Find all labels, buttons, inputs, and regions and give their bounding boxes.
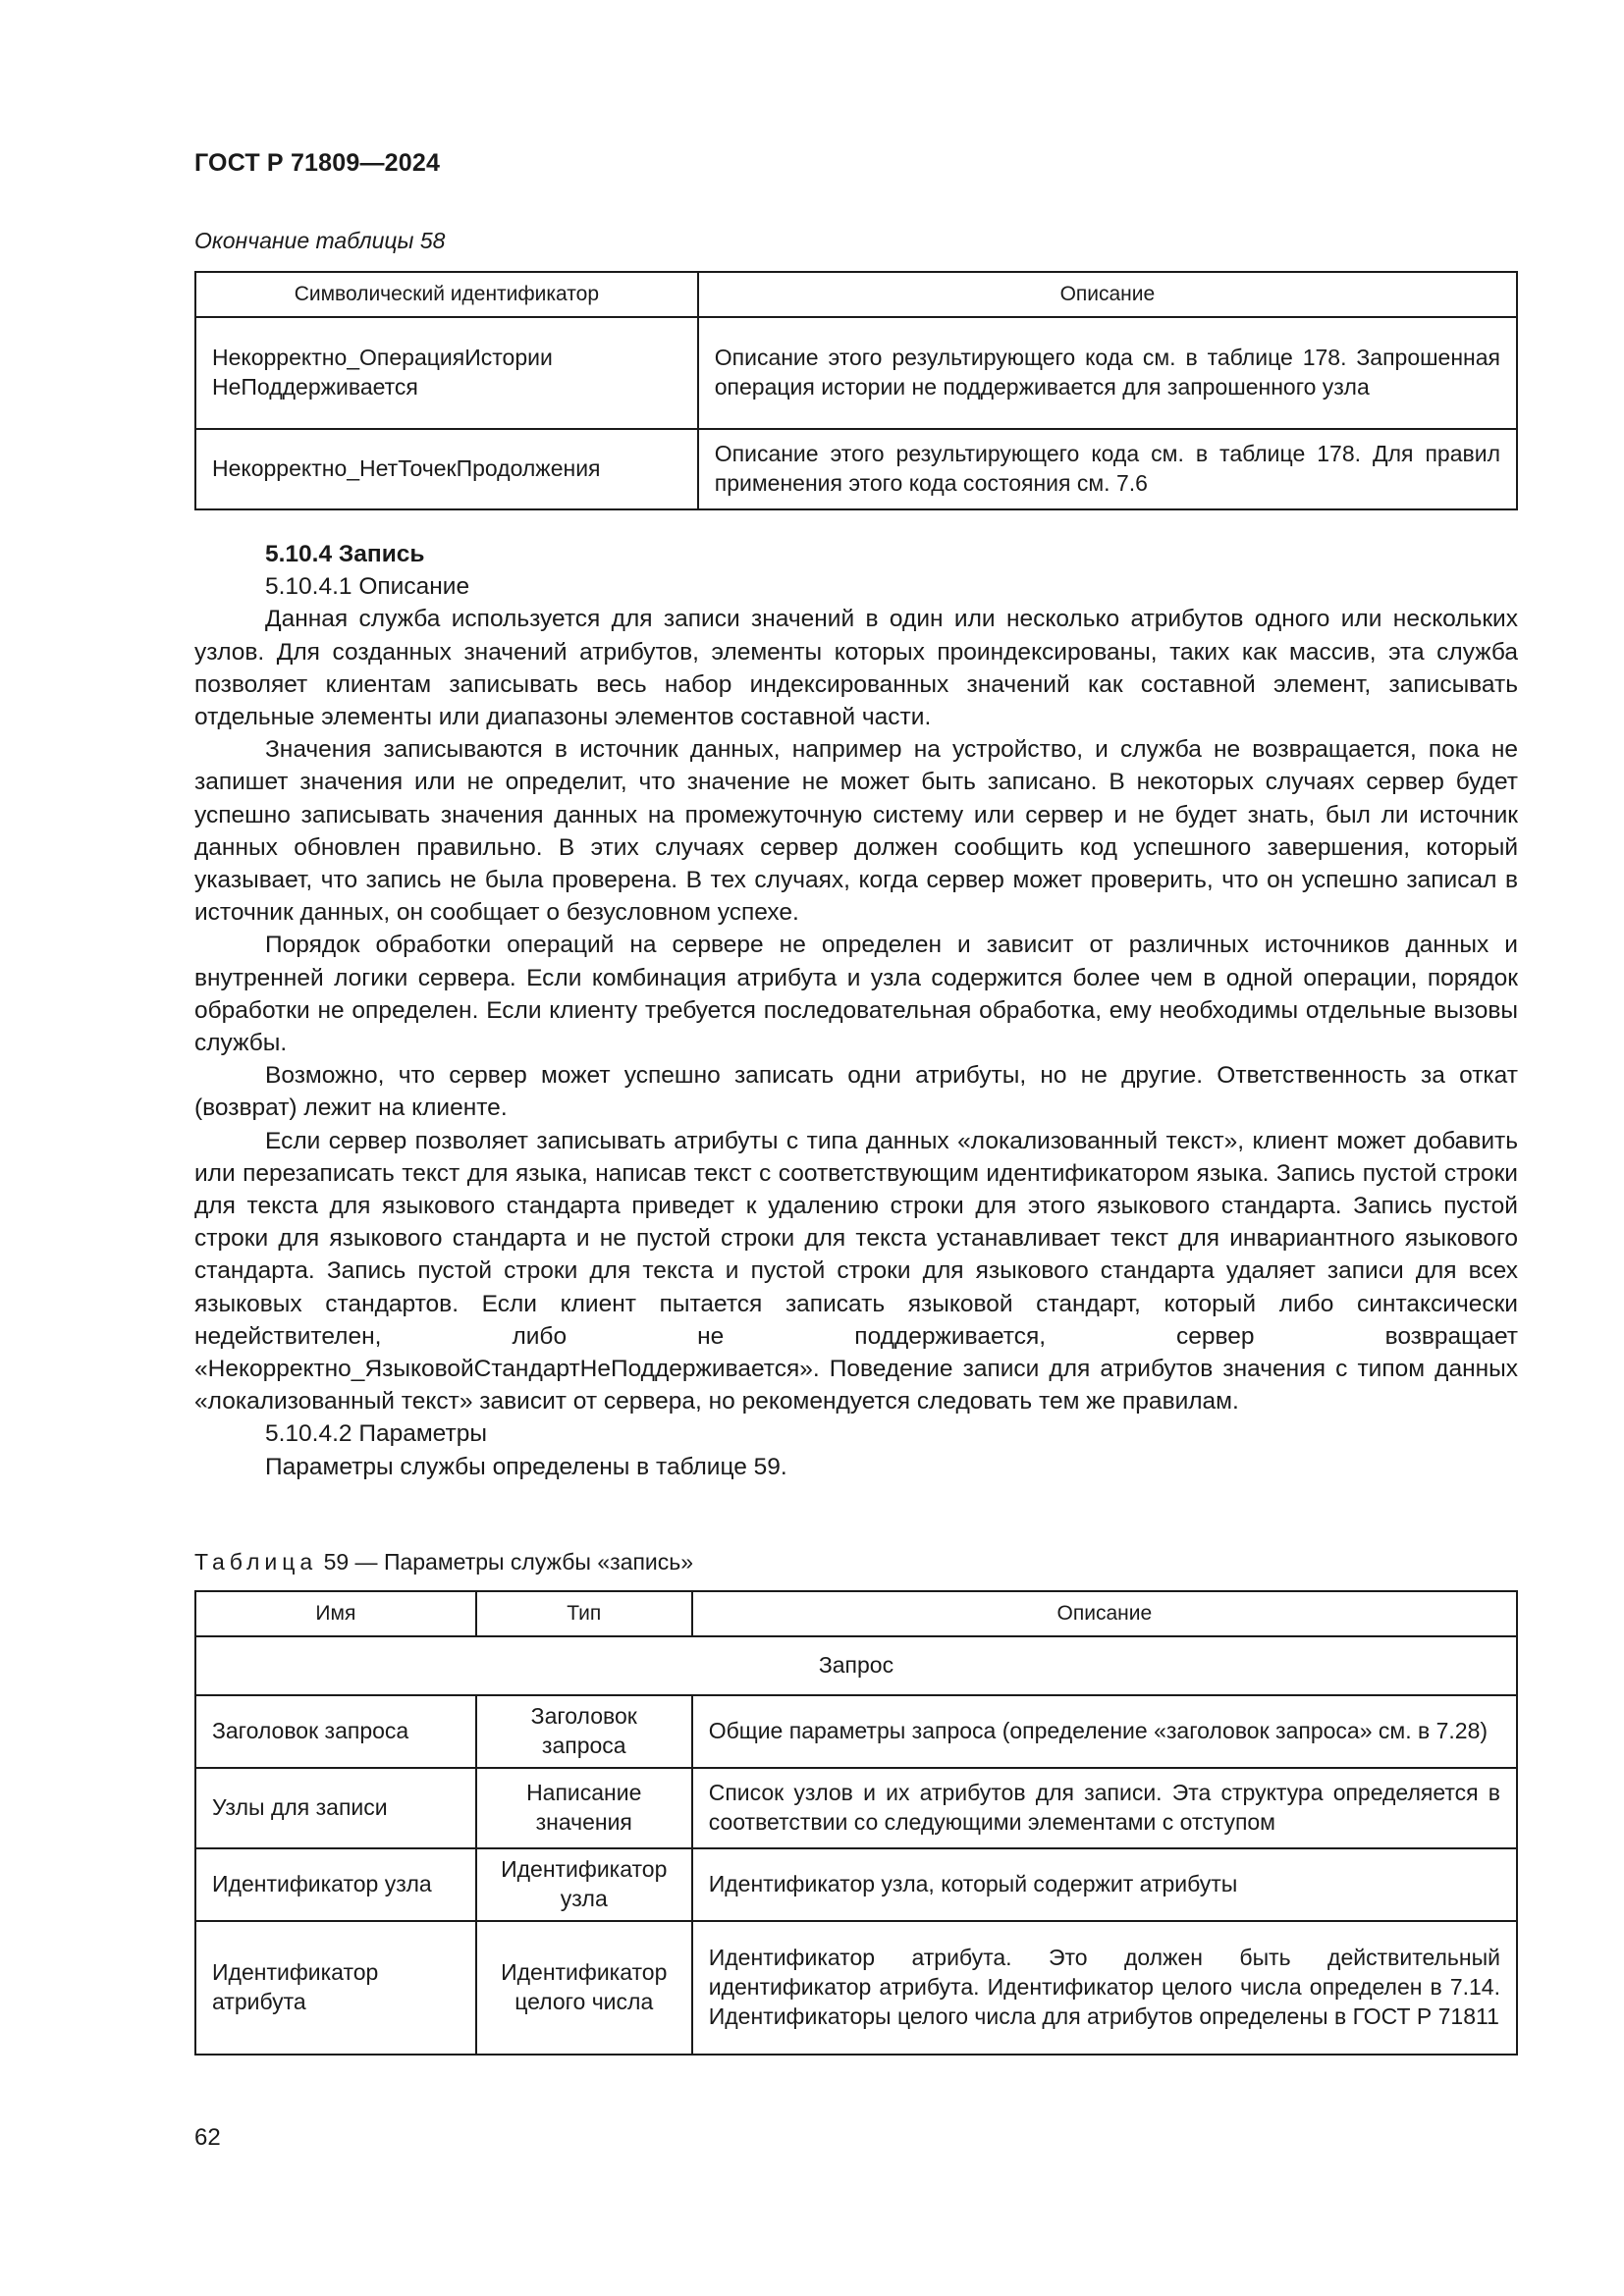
param-type-cell: Написание значения bbox=[476, 1768, 692, 1848]
param-description-cell: Идентификатор атрибута. Это должен быть действительный идентификатор атрибута. Идентификатор целого числа определен в 7.14. Идентификаторы целого числа для атрибутов определены в ГОСТ Р 71811 bbox=[692, 1921, 1517, 2055]
param-description-cell: Список узлов и их атрибутов для записи. Эта структура определяется в соответствии со следующими элементами с отступом bbox=[692, 1768, 1517, 1848]
column-header: Тип bbox=[476, 1591, 692, 1636]
paragraph: Порядок обработки операций на сервере не определен и зависит от различных источников данных и внутренней логики сервера. Если комбинация атрибута и узла содержится более чем в одной операции, порядок обработки не определен. Если клиенту требуется последовательная обработка, ему необходимы отдельные вызовы службы. bbox=[194, 932, 1518, 1057]
subsection-heading: 5.10.4.2 Параметры bbox=[265, 1420, 487, 1448]
paragraph: Параметры службы определены в таблице 59. bbox=[265, 1453, 787, 1480]
description-cell: Описание этого результирующего кода см. в таблице 178. Запрошенная операция истории не поддерживается для запрошенного узла bbox=[698, 317, 1517, 429]
group-label: Запрос bbox=[195, 1636, 1517, 1695]
table59-caption bbox=[194, 1549, 693, 1575]
table-row bbox=[195, 1848, 1517, 1921]
column-header: Имя bbox=[195, 1591, 476, 1636]
table-row bbox=[195, 1695, 1517, 1768]
param-name-cell: Идентификатор атрибута bbox=[195, 1921, 476, 2055]
param-name-cell: Заголовок запроса bbox=[195, 1695, 476, 1768]
paragraph: Значения записываются в источник данных, например на устройство, и служба не возвращается, пока не запишет значения или не определит, что значение не может быть записано. В некоторых случаях сервер будет успешно записывать значения данных на промежуточную систему или сервер и не будет знать, был ли источник данных обновлен правильно. В этих случаях сервер должен сообщить код успешного завершения, который указывает, что запись не была проверена. В тех случаях, когда сервер может проверить, что он успешно записал в источник данных, он сообщает о безусловном успехе. bbox=[194, 736, 1518, 927]
paragraph: Данная служба используется для записи значений в один или несколько атрибутов одного или нескольких узлов. Для созданных значений атрибутов, элементы которых проиндексированы, таких как массив, эта служба позволяет клиентам записывать весь набор индексированных значений как составной элемент, записывать отдельные элементы или диапазоны элементов составной части. bbox=[194, 606, 1518, 731]
param-type-cell: Идентификатор целого числа bbox=[476, 1921, 692, 2055]
description-cell: Описание этого результирующего кода см. в таблице 178. Для правил применения этого кода состояния см. 7.6 bbox=[698, 429, 1517, 509]
param-description-cell: Идентификатор узла, который содержит атрибуты bbox=[692, 1848, 1517, 1921]
column-header: Символический идентификатор bbox=[195, 272, 698, 317]
table-header-row bbox=[195, 272, 1517, 317]
table-59 bbox=[194, 1590, 1518, 2056]
table-title: 59 — Параметры службы «запись» bbox=[323, 1549, 694, 1575]
column-header: Описание bbox=[698, 272, 1517, 317]
paragraph: Возможно, что сервер может успешно записать одни атрибуты, но не другие. Ответственность за откат (возврат) лежит на клиенте. bbox=[194, 1062, 1518, 1122]
document-header: ГОСТ Р 71809—2024 bbox=[194, 149, 441, 177]
section-heading: 5.10.4 Запись bbox=[265, 541, 425, 567]
table-row bbox=[195, 1768, 1517, 1848]
table-58 bbox=[194, 271, 1518, 510]
table-row bbox=[195, 317, 1517, 429]
table-label: Таблица bbox=[194, 1549, 318, 1575]
param-description-cell: Общие параметры запроса (определение «заголовок запроса» см. в 7.28) bbox=[692, 1695, 1517, 1768]
param-name-cell: Узлы для записи bbox=[195, 1768, 476, 1848]
table-row bbox=[195, 1921, 1517, 2055]
table-row bbox=[195, 429, 1517, 509]
param-type-cell: Заголовок запроса bbox=[476, 1695, 692, 1768]
table-header-row bbox=[195, 1591, 1517, 1636]
subsection-heading: 5.10.4.1 Описание bbox=[265, 573, 470, 601]
param-name-cell: Идентификатор узла bbox=[195, 1848, 476, 1921]
symbolic-id-cell: Некорректно_НетТочекПродолжения bbox=[195, 429, 698, 509]
page-number: 62 bbox=[194, 2124, 221, 2151]
table58-caption: Окончание таблицы 58 bbox=[194, 228, 446, 253]
paragraph: Если сервер позволяет записывать атрибуты с типа данных «локализованный текст», клиент может добавить или перезаписать текст для языка, написав текст с соответствующим идентификатором языка. Запись пустой строки для текста для языкового стандарта приведет к удалению строки для этого языкового стандарта. Запись пустой строки для языкового стандарта и не пустой строки для текста устанавливает текст для инвариантного языкового стандарта. Запись пустой строки для текста и пустой строки для языкового стандарта удаляет записи для всех языковых стандартов. Если клиент пытается записать языковой стандарт, который либо синтаксически недействителен, либо не поддерживается, сервер возвращает «Некорректно_ЯзыковойСтандартНеПоддерживается». Поведение записи для атрибутов значения с типом данных «локализованный текст» зависит от сервера, но рекомендуется следовать тем же правилам. bbox=[194, 1127, 1518, 1415]
section-body bbox=[194, 538, 1518, 1483]
table-group-row bbox=[195, 1636, 1517, 1695]
column-header: Описание bbox=[692, 1591, 1517, 1636]
param-type-cell: Идентификатор узла bbox=[476, 1848, 692, 1921]
symbolic-id-cell: Некорректно_ОперацияИстории НеПоддерживается bbox=[195, 317, 698, 429]
